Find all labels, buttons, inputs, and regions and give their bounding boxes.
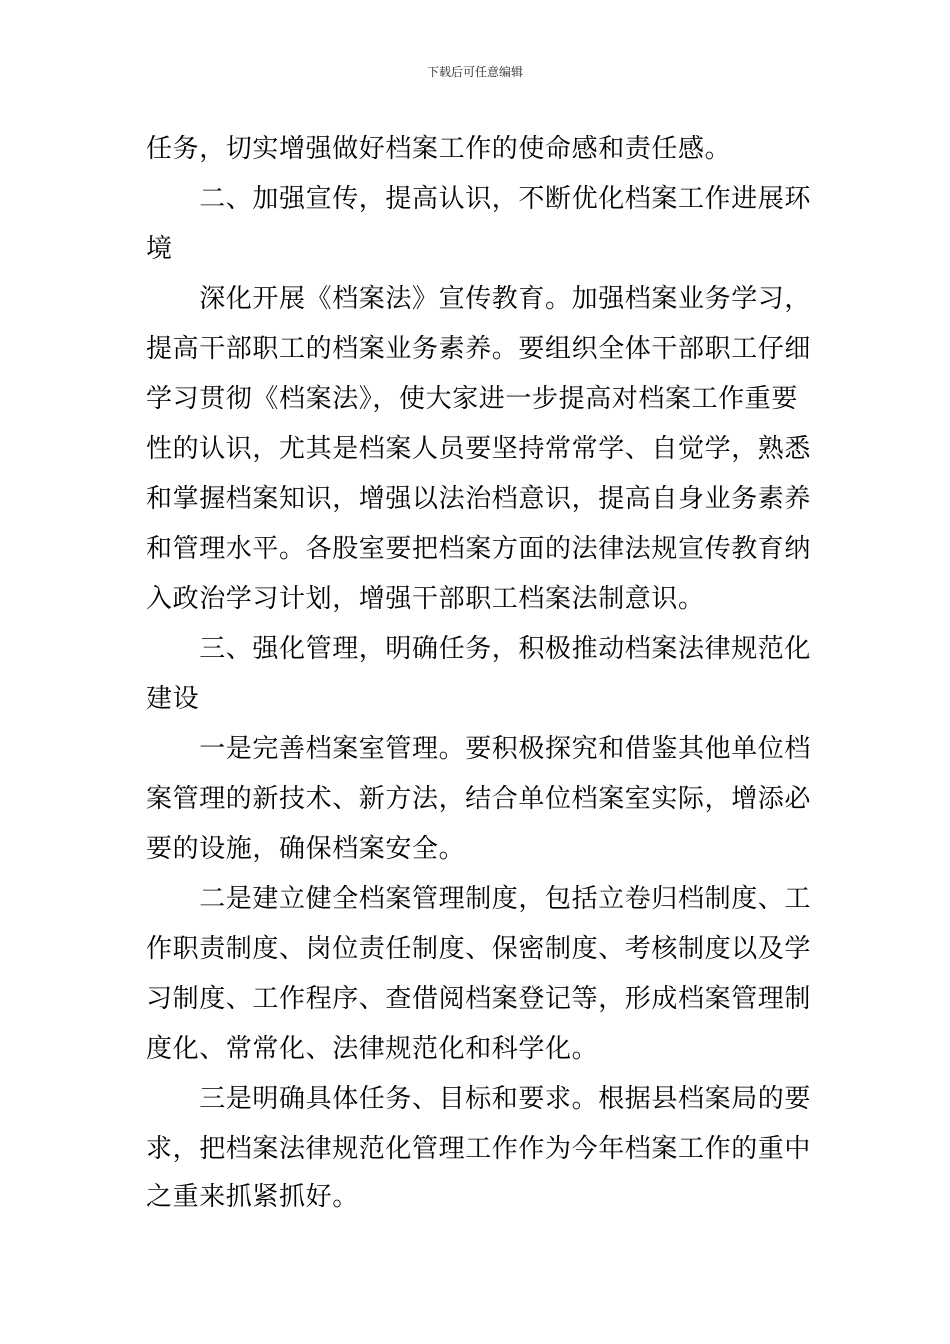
text-line: 和管理水平。各股室要把档案方面的法律法规宣传教育纳 [146,534,812,564]
text-line: 三是明确具体任务、目标和要求。根据县档案局的要 [146,1084,812,1114]
text-line: 入政治学习计划，增强干部职工档案法制意识。 [146,584,705,614]
text-line: 二是建立健全档案管理制度，包括立卷归档制度、工 [146,884,812,914]
text-line: 习制度、工作程序、查借阅档案登记等，形成档案管理制 [146,984,812,1014]
section-heading-line: 二、加强宣传，提高认识，不断优化档案工作进展环 [146,184,812,214]
text-line: 之重来抓紧抓好。 [146,1182,359,1212]
section-heading-line: 境 [146,234,173,264]
text-line: 学习贯彻《档案法》，使大家进一步提高对档案工作重要 [146,384,799,414]
text-line: 一是完善档案室管理。要积极探究和借鉴其他单位档 [146,734,812,764]
text-line: 性的认识，尤其是档案人员要坚持常常学、自觉学，熟悉 [146,434,812,464]
text-line: 求，把档案法律规范化管理工作作为今年档案工作的重中 [146,1134,812,1164]
section-heading-line: 建设 [146,684,200,714]
text-line: 任务，切实增强做好档案工作的使命感和责任感。 [146,134,732,164]
text-line: 深化开展《档案法》宣传教育。加强档案业务学习， [146,284,812,314]
page-header-note: 下载后可任意编辑 [426,65,523,79]
text-line: 度化、常常化、法律规范化和科学化。 [146,1034,599,1064]
text-line: 案管理的新技术、新方法，结合单位档案室实际，增添必 [146,784,812,814]
text-line: 要的设施，确保档案安全。 [146,834,466,864]
text-line: 和掌握档案知识，增强以法治档意识，提高自身业务素养 [146,484,812,514]
text-line: 作职责制度、岗位责任制度、保密制度、考核制度以及学 [146,934,812,964]
section-heading-line: 三、强化管理，明确任务，积极推动档案法律规范化 [146,634,812,664]
text-line: 提高干部职工的档案业务素养。要组织全体干部职工仔细 [146,334,812,364]
